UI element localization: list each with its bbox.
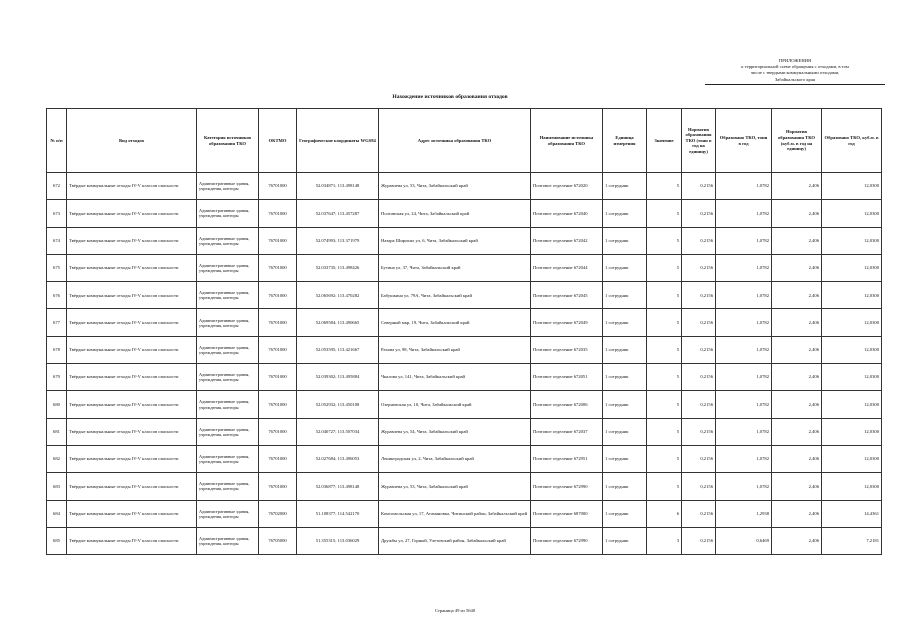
- waste-type-cell: Твёрдые коммунальные отходы IV-V классов опасности: [67, 445, 197, 472]
- value-count-cell: 3: [647, 527, 682, 554]
- norm-cubic-cell: 2,406: [772, 391, 822, 418]
- norm-cubic-cell: 2,406: [772, 445, 822, 472]
- oktmo-code-cell: 76701000: [259, 336, 297, 363]
- coordinates-cell: 52.074993; 113.371979: [297, 227, 379, 254]
- tons-per-year-cell: 1,0782: [716, 173, 772, 200]
- waste-type-cell: Твёрдые коммунальные отходы IV-V классов опасности: [67, 418, 197, 445]
- header-cell: Вид отходов: [67, 109, 197, 173]
- table-row: [47, 445, 882, 472]
- waste-type-cell: Твёрдые коммунальные отходы IV-V классов опасности: [67, 391, 197, 418]
- unit-cell: 1 сотрудник: [603, 227, 647, 254]
- header-cell: ОКТМО: [259, 109, 297, 173]
- oktmo-code-cell: 76701000: [259, 200, 297, 227]
- norm-tons-cell: 0,2156: [682, 173, 716, 200]
- page-number: Страница 49 из 5640: [434, 608, 476, 613]
- address-cell: Журавлева ул, 54, Чита, Забайкальский край: [379, 418, 531, 445]
- coordinates-cell: 52.034871; 113.498148: [297, 173, 379, 200]
- waste-type-cell: Твёрдые коммунальные отходы IV-V классов опасности: [67, 173, 197, 200]
- header-cell: Образовано ТКО, куб.м. в год: [822, 109, 882, 173]
- unit-cell: 1 сотрудник: [603, 336, 647, 363]
- source-name-cell: Почтовое отделение 672020: [531, 173, 603, 200]
- waste-type-cell: Твёрдые коммунальные отходы IV-V классов опасности: [67, 282, 197, 309]
- row-number-cell: 678: [47, 336, 67, 363]
- table-row: [47, 309, 882, 336]
- cubic-per-year-cell: 12,0300: [822, 200, 882, 227]
- unit-cell: 1 сотрудник: [603, 418, 647, 445]
- cubic-per-year-cell: 12,0300: [822, 282, 882, 309]
- address-cell: Ленинградская ул, 2, Чита, Забайкальский край: [379, 445, 531, 472]
- oktmo-code-cell: 76701000: [259, 254, 297, 281]
- source-category-cell: Административные здания, учреждения, конторы: [197, 445, 259, 472]
- header-cell: Норматив образования ТКО (куб.м. в год на единицу): [772, 109, 822, 173]
- coordinates-cell: 52.033735; 113.498426: [297, 254, 379, 281]
- source-name-cell: Почтовое отделение 672951: [531, 445, 603, 472]
- tons-per-year-cell: 1,2938: [716, 500, 772, 527]
- norm-cubic-cell: 2,406: [772, 500, 822, 527]
- header-cell: Единица измерения: [603, 109, 647, 173]
- row-number-cell: 682: [47, 445, 67, 472]
- address-cell: Северный мкр, 19, Чита, Забайкальский край: [379, 309, 531, 336]
- table-row: [47, 336, 882, 363]
- appendix-line: числе с твердыми коммунальными отходами,: [750, 70, 840, 76]
- row-number-cell: 679: [47, 364, 67, 391]
- header-cell: Наименование источника образования ТКО: [531, 109, 603, 173]
- cubic-per-year-cell: 12,0300: [822, 364, 882, 391]
- table-row: [47, 418, 882, 445]
- cubic-per-year-cell: 12,0300: [822, 445, 882, 472]
- norm-tons-cell: 0,2156: [682, 391, 716, 418]
- unit-cell: 1 сотрудник: [603, 254, 647, 281]
- coordinates-cell: 51.355315; 113.036029: [297, 527, 379, 554]
- oktmo-code-cell: 76701000: [259, 391, 297, 418]
- waste-type-cell: Твёрдые коммунальные отходы IV-V классов опасности: [67, 500, 197, 527]
- row-number-cell: 683: [47, 473, 67, 500]
- tons-per-year-cell: 1,0782: [716, 200, 772, 227]
- address-cell: Дружбы ул, 27, Горный, Улетовский район, Забайкальский край: [379, 527, 531, 554]
- source-name-cell: Почтовое отделение 672045: [531, 282, 603, 309]
- coordinates-cell: 52.053595; 113.421667: [297, 336, 379, 363]
- waste-sources-table: [46, 108, 882, 555]
- waste-type-cell: Твёрдые коммунальные отходы IV-V классов опасности: [67, 200, 197, 227]
- appendix-line: Забайкальского края: [774, 76, 816, 82]
- address-cell: Комсомольская ул, 17, Атамановка, Читинский район, Забайкальский край: [379, 500, 531, 527]
- norm-tons-cell: 0,2156: [682, 227, 716, 254]
- source-name-cell: Почтовое отделение 672990: [531, 527, 603, 554]
- table-row: [47, 227, 882, 254]
- cubic-per-year-cell: 12,0300: [822, 254, 882, 281]
- address-cell: Чкалова ул, 141, Чита, Забайкальский край: [379, 364, 531, 391]
- source-category-cell: Административные здания, учреждения, конторы: [197, 364, 259, 391]
- cubic-per-year-cell: 12,0300: [822, 336, 882, 363]
- norm-tons-cell: 0,2156: [682, 309, 716, 336]
- source-name-cell: Почтовое отделение 687000: [531, 500, 603, 527]
- tons-per-year-cell: 1,0782: [716, 282, 772, 309]
- value-count-cell: 6: [647, 500, 682, 527]
- oktmo-code-cell: 76701000: [259, 227, 297, 254]
- norm-cubic-cell: 2,406: [772, 282, 822, 309]
- value-count-cell: 5: [647, 391, 682, 418]
- tons-per-year-cell: 1,0782: [716, 418, 772, 445]
- source-category-cell: Административные здания, учреждения, конторы: [197, 282, 259, 309]
- source-name-cell: Почтовое отделение 672006: [531, 391, 603, 418]
- norm-cubic-cell: 2,406: [772, 309, 822, 336]
- appendix-header: [700, 58, 890, 85]
- coordinates-cell: 52.039302; 113.495884: [297, 364, 379, 391]
- oktmo-code-cell: 76701000: [259, 445, 297, 472]
- unit-cell: 1 сотрудник: [603, 391, 647, 418]
- address-cell: Полтавская ул, 24, Чита, Забайкальский край: [379, 200, 531, 227]
- tons-per-year-cell: 1,0782: [716, 364, 772, 391]
- value-count-cell: 5: [647, 282, 682, 309]
- row-number-cell: 676: [47, 282, 67, 309]
- waste-type-cell: Твёрдые коммунальные отходы IV-V классов опасности: [67, 364, 197, 391]
- waste-type-cell: Твёрдые коммунальные отходы IV-V классов опасности: [67, 254, 197, 281]
- address-cell: Озерновская ул, 10, Чита, Забайкальский край: [379, 391, 531, 418]
- source-category-cell: Административные здания, учреждения, конторы: [197, 309, 259, 336]
- oktmo-code-cell: 76701000: [259, 309, 297, 336]
- coordinates-cell: 52.069584; 113.490665: [297, 309, 379, 336]
- value-count-cell: 5: [647, 336, 682, 363]
- waste-type-cell: Твёрдые коммунальные отходы IV-V классов опасности: [67, 309, 197, 336]
- tons-per-year-cell: 0,6469: [716, 527, 772, 554]
- norm-tons-cell: 0,2156: [682, 364, 716, 391]
- row-number-cell: 685: [47, 527, 67, 554]
- header-cell: Адрес источника образования ТКО: [379, 109, 531, 173]
- table-row: [47, 282, 882, 309]
- tons-per-year-cell: 1,0782: [716, 445, 772, 472]
- norm-tons-cell: 0,2156: [682, 282, 716, 309]
- value-count-cell: 5: [647, 445, 682, 472]
- unit-cell: 1 сотрудник: [603, 445, 647, 472]
- row-number-cell: 673: [47, 200, 67, 227]
- address-cell: Журавлева ул, 53, Чита, Забайкальский край: [379, 173, 531, 200]
- table-row: [47, 173, 882, 200]
- table-row: [47, 364, 882, 391]
- coordinates-cell: 52.040727; 113.507034: [297, 418, 379, 445]
- oktmo-code-cell: 76705000: [259, 527, 297, 554]
- address-cell: Рахова ул, 98, Чита, Забайкальский край: [379, 336, 531, 363]
- value-count-cell: 5: [647, 227, 682, 254]
- coordinates-cell: 52.037647; 113.457287: [297, 200, 379, 227]
- row-number-cell: 681: [47, 418, 67, 445]
- tons-per-year-cell: 1,0782: [716, 254, 772, 281]
- source-category-cell: Административные здания, учреждения, конторы: [197, 200, 259, 227]
- cubic-per-year-cell: 12,0300: [822, 173, 882, 200]
- waste-type-cell: Твёрдые коммунальные отходы IV-V классов опасности: [67, 473, 197, 500]
- coordinates-cell: 52.036877; 113.498148: [297, 473, 379, 500]
- row-number-cell: 675: [47, 254, 67, 281]
- norm-cubic-cell: 2,406: [772, 418, 822, 445]
- value-count-cell: 5: [647, 418, 682, 445]
- source-name-cell: Почтовое отделение 672990: [531, 473, 603, 500]
- tons-per-year-cell: 1,0782: [716, 227, 772, 254]
- row-number-cell: 677: [47, 309, 67, 336]
- unit-cell: 1 сотрудник: [603, 309, 647, 336]
- unit-cell: 1 сотрудник: [603, 364, 647, 391]
- address-cell: Журавлева ул, 53, Чита, Забайкальский край: [379, 473, 531, 500]
- header-cell: Образовано ТКО, тонн в год: [716, 109, 772, 173]
- source-name-cell: Почтовое отделение 672035: [531, 336, 603, 363]
- coordinates-cell: 52.052932; 113.450108: [297, 391, 379, 418]
- table-row: [47, 500, 882, 527]
- oktmo-code-cell: 76701000: [259, 473, 297, 500]
- row-number-cell: 674: [47, 227, 67, 254]
- tons-per-year-cell: 1,0782: [716, 309, 772, 336]
- header-cell: Значение: [647, 109, 682, 173]
- tons-per-year-cell: 1,0782: [716, 391, 772, 418]
- norm-cubic-cell: 2,406: [772, 527, 822, 554]
- unit-cell: 1 сотрудник: [603, 500, 647, 527]
- table-header-row: [47, 109, 882, 173]
- oktmo-code-cell: 76701000: [259, 173, 297, 200]
- table-row: [47, 391, 882, 418]
- unit-cell: 1 сотрудник: [603, 473, 647, 500]
- cubic-per-year-cell: 12,0300: [822, 418, 882, 445]
- unit-cell: 1 сотрудник: [603, 173, 647, 200]
- source-name-cell: Почтовое отделение 672044: [531, 254, 603, 281]
- header-cell: Географические координаты WGS84: [297, 109, 379, 173]
- table-row: [47, 527, 882, 554]
- value-count-cell: 5: [647, 309, 682, 336]
- source-category-cell: Административные здания, учреждения, конторы: [197, 336, 259, 363]
- address-cell: Назара Широких ул, 6, Чита, Забайкальский край: [379, 227, 531, 254]
- source-category-cell: Административные здания, учреждения, конторы: [197, 391, 259, 418]
- source-category-cell: Административные здания, учреждения, конторы: [197, 500, 259, 527]
- address-cell: Бутина ул, 37, Чита, Забайкальский край: [379, 254, 531, 281]
- cubic-per-year-cell: 7,2181: [822, 527, 882, 554]
- source-category-cell: Административные здания, учреждения, конторы: [197, 173, 259, 200]
- oktmo-code-cell: 76702000: [259, 500, 297, 527]
- coordinates-cell: 52.027684; 113.496053: [297, 445, 379, 472]
- norm-tons-cell: 0,2156: [682, 418, 716, 445]
- cubic-per-year-cell: 12,0300: [822, 227, 882, 254]
- table-row: [47, 473, 882, 500]
- oktmo-code-cell: 76701000: [259, 282, 297, 309]
- norm-tons-cell: 0,2156: [682, 527, 716, 554]
- norm-tons-cell: 0,2156: [682, 200, 716, 227]
- value-count-cell: 5: [647, 200, 682, 227]
- appendix-line: ПРИЛОЖЕНИЯ: [778, 58, 812, 63]
- document-title: Нахождение источников образования отходов: [392, 94, 508, 100]
- source-category-cell: Административные здания, учреждения, конторы: [197, 418, 259, 445]
- source-category-cell: Административные здания, учреждения, конторы: [197, 527, 259, 554]
- unit-cell: 1 сотрудник: [603, 282, 647, 309]
- coordinates-cell: 51.108377; 114.542170: [297, 500, 379, 527]
- source-name-cell: Почтовое отделение 672049: [531, 309, 603, 336]
- unit-cell: 1 сотрудник: [603, 527, 647, 554]
- source-name-cell: Почтовое отделение 672051: [531, 364, 603, 391]
- norm-cubic-cell: 2,406: [772, 364, 822, 391]
- source-category-cell: Административные здания, учреждения, конторы: [197, 473, 259, 500]
- row-number-cell: 672: [47, 173, 67, 200]
- oktmo-code-cell: 76701000: [259, 364, 297, 391]
- cubic-per-year-cell: 12,0300: [822, 473, 882, 500]
- cubic-per-year-cell: 12,0300: [822, 391, 882, 418]
- value-count-cell: 5: [647, 173, 682, 200]
- table-row: [47, 254, 882, 281]
- appendix-rule: [705, 84, 885, 85]
- norm-tons-cell: 0,2156: [682, 445, 716, 472]
- waste-type-cell: Твёрдые коммунальные отходы IV-V классов опасности: [67, 227, 197, 254]
- value-count-cell: 5: [647, 254, 682, 281]
- norm-cubic-cell: 2,406: [772, 200, 822, 227]
- row-number-cell: 684: [47, 500, 67, 527]
- norm-tons-cell: 0,2156: [682, 254, 716, 281]
- norm-tons-cell: 0,2156: [682, 473, 716, 500]
- header-cell: Категория источников образования ТКО: [197, 109, 259, 173]
- source-category-cell: Административные здания, учреждения, конторы: [197, 227, 259, 254]
- norm-cubic-cell: 2,406: [772, 336, 822, 363]
- norm-tons-cell: 0,2156: [682, 500, 716, 527]
- cubic-per-year-cell: 14,4361: [822, 500, 882, 527]
- norm-cubic-cell: 2,406: [772, 254, 822, 281]
- coordinates-cell: 52.065692; 113.470282: [297, 282, 379, 309]
- row-number-cell: 680: [47, 391, 67, 418]
- header-cell: Норматив образования ТКО (тонн в год на единицу): [682, 109, 716, 173]
- source-name-cell: Почтовое отделение 672037: [531, 418, 603, 445]
- norm-tons-cell: 0,2156: [682, 336, 716, 363]
- header-cell: № п/п: [47, 109, 67, 173]
- unit-cell: 1 сотрудник: [603, 200, 647, 227]
- table-row: [47, 200, 882, 227]
- tons-per-year-cell: 1,0782: [716, 336, 772, 363]
- source-name-cell: Почтовое отделение 672042: [531, 227, 603, 254]
- appendix-line: к территориальной схеме обращения с отходами, в том: [741, 64, 849, 70]
- value-count-cell: 5: [647, 364, 682, 391]
- oktmo-code-cell: 76701000: [259, 418, 297, 445]
- address-cell: Бабушкина ул, 79А, Чита, Забайкальский край: [379, 282, 531, 309]
- waste-type-cell: Твёрдые коммунальные отходы IV-V классов опасности: [67, 336, 197, 363]
- value-count-cell: 5: [647, 473, 682, 500]
- source-name-cell: Почтовое отделение 672040: [531, 200, 603, 227]
- waste-type-cell: Твёрдые коммунальные отходы IV-V классов опасности: [67, 527, 197, 554]
- source-category-cell: Административные здания, учреждения, конторы: [197, 254, 259, 281]
- cubic-per-year-cell: 12,0300: [822, 309, 882, 336]
- norm-cubic-cell: 2,406: [772, 473, 822, 500]
- norm-cubic-cell: 2,406: [772, 173, 822, 200]
- norm-cubic-cell: 2,406: [772, 227, 822, 254]
- tons-per-year-cell: 1,0782: [716, 473, 772, 500]
